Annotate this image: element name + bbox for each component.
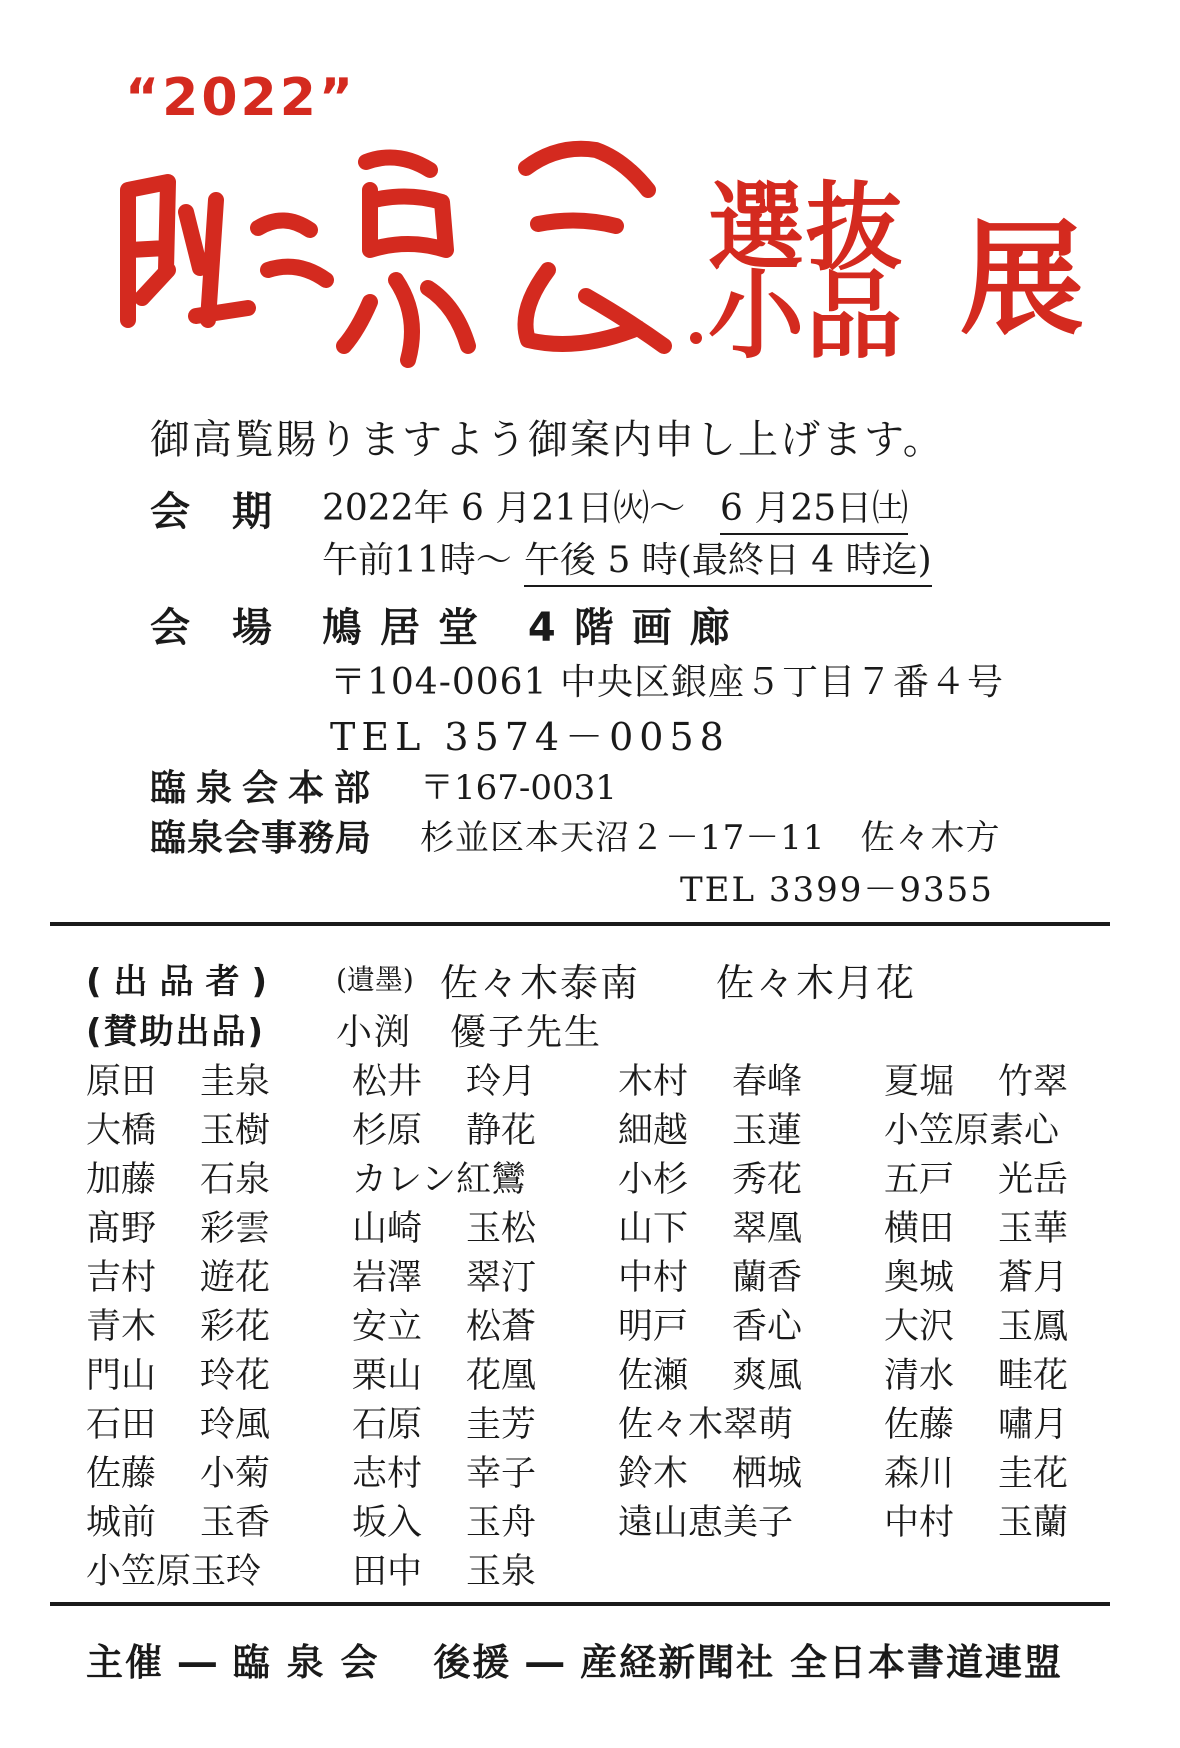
invitation-text: 御高覧賜りますよう御案内申し上げます。 xyxy=(150,417,945,463)
year-heading: “2022” xyxy=(125,68,357,128)
office-tel: TEL 3399－9355 xyxy=(680,870,994,910)
exhibitor-name: 安立 松蒼 xyxy=(352,1307,537,1347)
exhibitor-name: 五戸 光岳 xyxy=(884,1160,1069,1200)
exhibitor-name: 杉原 静花 xyxy=(352,1111,537,1151)
exhibitor-column xyxy=(618,1058,838,1548)
exhibitor-name: 石田 玲風 xyxy=(86,1405,271,1445)
exhibitor-name: 中村 蘭香 xyxy=(618,1258,803,1298)
support-label: (賛助出品) xyxy=(86,1012,266,1052)
exhibitor-name: 小杉 秀花 xyxy=(618,1160,803,1200)
exhibitor-list xyxy=(86,1058,1086,1592)
period-time-end: 午後 5 時(最終日 4 時迄) xyxy=(524,532,932,587)
iboku-tag: (遺墨) xyxy=(336,963,414,996)
exhibitor-column xyxy=(86,1058,306,1597)
exhibitor-name: 大沢 玉鳳 xyxy=(884,1307,1069,1347)
exhibitor-name: 佐瀬 爽風 xyxy=(618,1356,803,1396)
exhibitor-name: 細越 玉蓮 xyxy=(618,1111,803,1151)
exhibitor-name: 森川 圭花 xyxy=(884,1454,1069,1494)
venue-label: 会場 xyxy=(150,605,314,651)
hq-postal-code: 〒167-0031 xyxy=(420,768,617,808)
exhibitor-name: 山崎 玉松 xyxy=(352,1209,537,1249)
period-label: 会期 xyxy=(150,489,314,535)
exhibitor-name: 佐々木翠萌 xyxy=(618,1405,794,1445)
exhibitor-name: 小笠原玉玲 xyxy=(86,1552,262,1592)
exhibitor-name: 栗山 花凰 xyxy=(352,1356,537,1396)
exhibitor-name: 小笠原素心 xyxy=(884,1111,1060,1151)
exhibitor-name: 鈴木 栖城 xyxy=(618,1454,803,1494)
support-exhibitor-name: 小渕 優子先生 xyxy=(336,1012,603,1053)
office-label: 臨泉会事務局 xyxy=(150,818,373,859)
title-ten: 展 xyxy=(960,208,1085,352)
exhibitors-label: (出品者) xyxy=(86,962,280,1002)
exhibitor-name: 夏堀 竹翠 xyxy=(884,1062,1069,1102)
venue-tel: TEL 3574－0058 xyxy=(330,715,730,759)
exhibitor-name: 青木 彩花 xyxy=(86,1307,271,1347)
exhibitor-name: 清水 畦花 xyxy=(884,1356,1069,1396)
period-end-date: 6 月25日㈯ xyxy=(720,480,908,535)
exhibitor-name: 岩澤 翠汀 xyxy=(352,1258,537,1298)
exhibitor-name: 田中 玉泉 xyxy=(352,1552,537,1592)
exhibitor-name: 吉村 遊花 xyxy=(86,1258,271,1298)
iboku-name: 佐々木月花 xyxy=(716,961,917,1005)
divider-top xyxy=(50,922,1110,926)
iboku-name: 佐々木泰南 xyxy=(440,961,641,1005)
office-address: 杉並区本天沼２－17－11 佐々木方 xyxy=(420,818,1001,858)
exhibitor-name: 志村 幸子 xyxy=(352,1454,537,1494)
divider-bottom xyxy=(50,1602,1110,1606)
exhibitor-name: 加藤 石泉 xyxy=(86,1160,271,1200)
exhibitor-name: 髙野 彩雲 xyxy=(86,1209,271,1249)
exhibitor-name: 遠山恵美子 xyxy=(618,1503,794,1543)
venue-address: 〒104-0061 中央区銀座５丁目７番４号 xyxy=(330,662,1004,703)
exhibitor-name: 城前 玉香 xyxy=(86,1503,271,1543)
organizer-sponsor-line: 主催 ― 臨 泉 会 後援 ― 産経新聞社 全日本書道連盟 xyxy=(86,1641,1064,1684)
rinsenkai-calligraphy-logo xyxy=(108,120,708,380)
exhibitor-name: 佐藤 嘯月 xyxy=(884,1405,1069,1445)
exhibitor-name: 松井 玲月 xyxy=(352,1062,537,1102)
title-shohin: 小品 xyxy=(708,260,904,372)
exhibitor-name: カレン紅鸞 xyxy=(352,1160,527,1200)
exhibitor-name: 原田 圭泉 xyxy=(86,1062,271,1102)
exhibitor-name: 中村 玉蘭 xyxy=(884,1503,1069,1543)
exhibitor-name: 大橋 玉樹 xyxy=(86,1111,271,1151)
exhibitor-name: 横田 玉華 xyxy=(884,1209,1069,1249)
exhibitor-name: 明戸 香心 xyxy=(618,1307,803,1347)
exhibitor-name: 山下 翠凰 xyxy=(618,1209,803,1249)
exhibitor-name: 奥城 蒼月 xyxy=(884,1258,1069,1298)
period-time-start: 午前11時〜 xyxy=(322,540,512,581)
title-senbatsu: 選抜 xyxy=(708,172,904,284)
venue-name: 鳩居堂 4階画廊 xyxy=(322,605,748,651)
exhibitor-name: 坂入 玉舟 xyxy=(352,1503,537,1543)
exhibitor-column xyxy=(352,1058,572,1597)
exhibitor-name: 木村 春峰 xyxy=(618,1062,803,1102)
exhibitor-name: 石原 圭芳 xyxy=(352,1405,537,1445)
exhibitor-column xyxy=(884,1058,1104,1548)
hq-label: 臨泉会本部 xyxy=(150,768,381,809)
exhibitor-name: 佐藤 小菊 xyxy=(86,1454,271,1494)
exhibitor-name: 門山 玲花 xyxy=(86,1356,271,1396)
period-start-date: 2022年 6 月21日㈫〜 xyxy=(322,488,686,529)
